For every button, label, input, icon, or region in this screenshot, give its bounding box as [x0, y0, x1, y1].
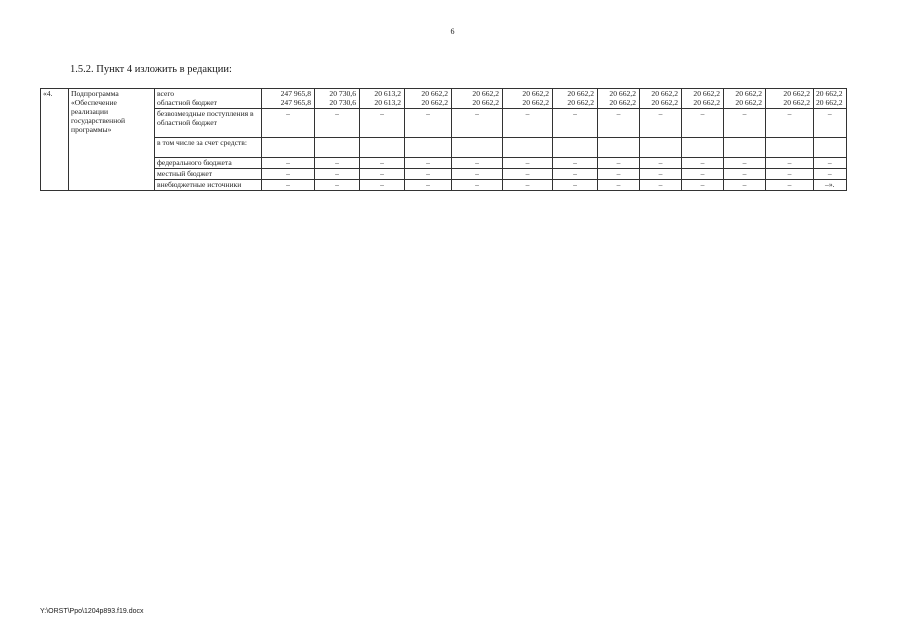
- program-name-text: Подпрограмма «Обеспечение реализации государственной программы»: [71, 89, 126, 134]
- dash-cell: [640, 138, 682, 158]
- dash-cell: –: [553, 158, 598, 169]
- dash-cell: –: [405, 169, 452, 180]
- row-label-line: всего: [157, 89, 175, 98]
- value-line: 20 662,2: [472, 98, 499, 107]
- file-path-footer: Y:\ORST\Ppo\1204p893.f19.docx: [40, 608, 144, 615]
- dash-cell: [724, 138, 766, 158]
- value-cell: [814, 89, 847, 109]
- dash-cell: [814, 138, 847, 158]
- value-line: 20 662,2: [816, 89, 843, 98]
- table-row: [41, 158, 847, 169]
- dash-cell: –: [315, 158, 360, 169]
- value-cell: [766, 89, 814, 109]
- dash-cell: –: [315, 180, 360, 191]
- dash-cell: –: [553, 180, 598, 191]
- dash-cell: [598, 138, 640, 158]
- dash-cell: –: [640, 169, 682, 180]
- dash-cell: –: [682, 158, 724, 169]
- dash-cell: –: [262, 180, 315, 191]
- dash-cell: –: [640, 109, 682, 138]
- value-line: 20 662,2: [421, 98, 448, 107]
- value-cell: [262, 89, 315, 109]
- dash-cell: [315, 138, 360, 158]
- table-row: [41, 169, 847, 180]
- value-line: 20 662,2: [651, 89, 678, 98]
- dash-cell: –: [360, 109, 405, 138]
- value-line: 20 662,2: [651, 98, 678, 107]
- value-cell: [682, 89, 724, 109]
- dash-cell: –: [405, 180, 452, 191]
- dash-cell: –: [503, 169, 553, 180]
- dash-cell: –: [360, 180, 405, 191]
- dash-cell: –: [682, 169, 724, 180]
- value-line: 20 662,2: [522, 89, 549, 98]
- value-cell: [553, 89, 598, 109]
- value-line: 20 613,2: [374, 89, 401, 98]
- dash-cell: –: [766, 109, 814, 138]
- dash-cell: –: [452, 158, 503, 169]
- row-label-cell: местный бюджет: [155, 169, 262, 180]
- value-cell: [724, 89, 766, 109]
- dash-cell: [766, 138, 814, 158]
- value-line: 20 662,2: [567, 89, 594, 98]
- dash-cell: –: [682, 180, 724, 191]
- dash-cell: –: [766, 169, 814, 180]
- table-row: [41, 89, 847, 109]
- dash-cell: –: [360, 169, 405, 180]
- dash-cell: –: [814, 158, 847, 169]
- dash-cell: –: [315, 169, 360, 180]
- dash-cell: [262, 138, 315, 158]
- value-line: 20 662,2: [421, 89, 448, 98]
- value-cell: [315, 89, 360, 109]
- value-line: 20 662,2: [735, 98, 762, 107]
- value-line: 20 730,6: [329, 98, 356, 107]
- value-line: 20 662,2: [609, 98, 636, 107]
- dash-cell: [503, 138, 553, 158]
- dash-cell: –».: [814, 180, 847, 191]
- dash-cell: –: [262, 109, 315, 138]
- program-table: [40, 88, 847, 191]
- value-line: 20 662,2: [735, 89, 762, 98]
- row-label-cell: федерального бюджета: [155, 158, 262, 169]
- section-heading: 1.5.2. Пункт 4 изложить в редакции:: [70, 64, 232, 75]
- value-cell: [452, 89, 503, 109]
- value-line: 247 965,8: [280, 98, 311, 107]
- value-line: 20 662,2: [783, 98, 810, 107]
- value-line: 247 965,8: [280, 89, 311, 98]
- page-number: 6: [450, 27, 455, 36]
- dash-cell: –: [640, 158, 682, 169]
- dash-cell: –: [553, 109, 598, 138]
- row-label-line: областной бюджет: [157, 98, 217, 107]
- dash-cell: –: [724, 109, 766, 138]
- row-label-cell: [155, 109, 262, 138]
- value-cell: [640, 89, 682, 109]
- row-label-cell: [155, 138, 262, 158]
- dash-cell: –: [452, 109, 503, 138]
- value-line: 20 662,2: [816, 98, 843, 107]
- table-row: [41, 180, 847, 191]
- dash-cell: –: [598, 109, 640, 138]
- dash-cell: –: [724, 180, 766, 191]
- program-table-wrap: [40, 88, 847, 191]
- dash-cell: –: [724, 158, 766, 169]
- value-line: 20 613,2: [374, 98, 401, 107]
- value-cell: [503, 89, 553, 109]
- value-line: 20 662,2: [609, 89, 636, 98]
- dash-cell: –: [405, 109, 452, 138]
- dash-cell: –: [452, 180, 503, 191]
- table-row: [41, 138, 847, 158]
- row-label-cell: внебюджетные источники: [155, 180, 262, 191]
- dash-cell: –: [766, 158, 814, 169]
- dash-cell: –: [814, 109, 847, 138]
- dash-cell: –: [262, 169, 315, 180]
- dash-cell: –: [682, 109, 724, 138]
- dash-cell: –: [452, 169, 503, 180]
- value-cell: [360, 89, 405, 109]
- row-label-cell: [155, 89, 262, 109]
- row-label-text: безвозмездные поступления в областной бюджет: [157, 109, 254, 127]
- value-cell: [405, 89, 452, 109]
- dash-cell: –: [598, 180, 640, 191]
- dash-cell: [360, 138, 405, 158]
- value-line: 20 662,2: [693, 89, 720, 98]
- dash-cell: –: [598, 158, 640, 169]
- dash-cell: [405, 138, 452, 158]
- table-row: [41, 109, 847, 138]
- dash-cell: –: [315, 109, 360, 138]
- value-cell: [598, 89, 640, 109]
- dash-cell: –: [503, 158, 553, 169]
- dash-cell: [553, 138, 598, 158]
- dash-cell: –: [724, 169, 766, 180]
- dash-cell: [452, 138, 503, 158]
- dash-cell: –: [598, 169, 640, 180]
- value-line: 20 662,2: [783, 89, 810, 98]
- dash-cell: –: [360, 158, 405, 169]
- value-line: 20 662,2: [472, 89, 499, 98]
- dash-cell: –: [503, 109, 553, 138]
- value-line: 20 730,6: [329, 89, 356, 98]
- dash-cell: –: [766, 180, 814, 191]
- value-line: 20 662,2: [693, 98, 720, 107]
- dash-cell: –: [553, 169, 598, 180]
- value-line: 20 662,2: [567, 98, 594, 107]
- dash-cell: –: [814, 169, 847, 180]
- program-name-cell: [69, 89, 155, 191]
- row-number-cell: «4.: [41, 89, 69, 191]
- row-label-text: в том числе за счет средств:: [157, 138, 247, 147]
- dash-cell: –: [640, 180, 682, 191]
- dash-cell: –: [503, 180, 553, 191]
- dash-cell: –: [262, 158, 315, 169]
- value-line: 20 662,2: [522, 98, 549, 107]
- dash-cell: [682, 138, 724, 158]
- dash-cell: –: [405, 158, 452, 169]
